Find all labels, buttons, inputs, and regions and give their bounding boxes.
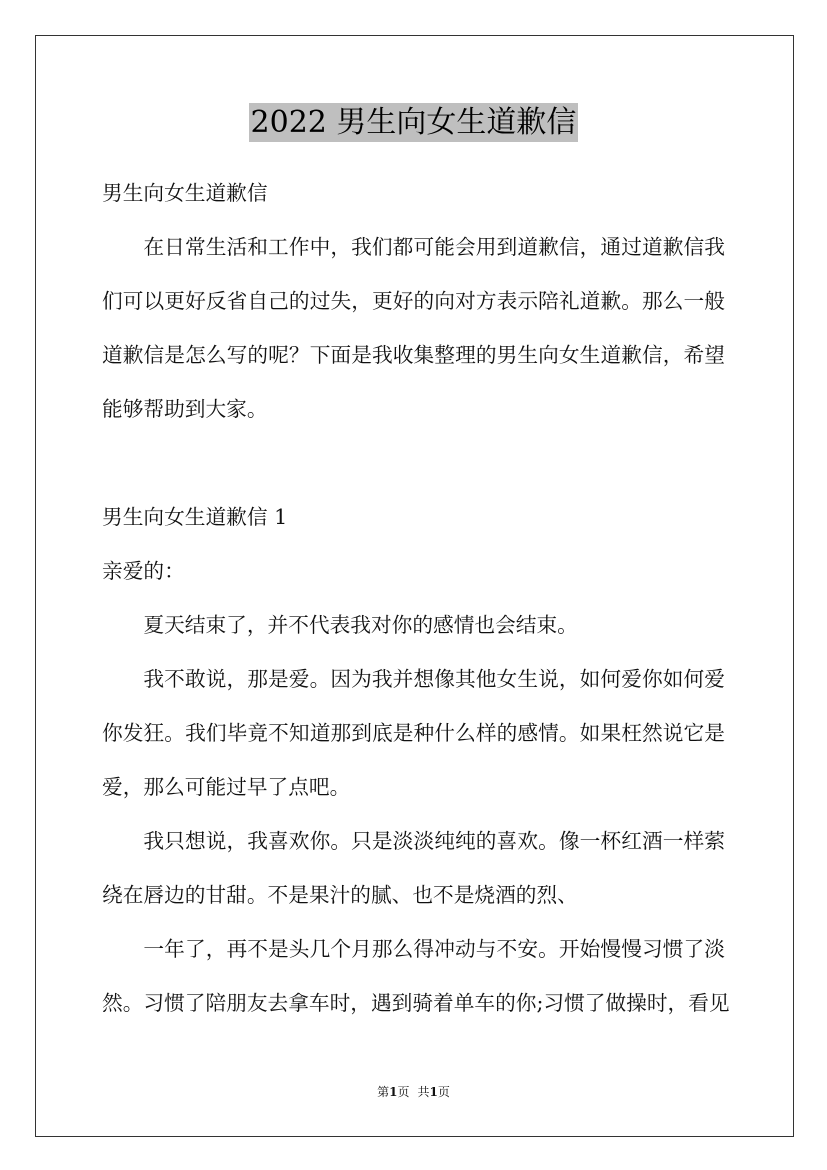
intro-line: 能够帮助到大家。 bbox=[102, 397, 268, 421]
paragraph-line: 我不敢说，那是爱。因为我并想像其他女生说，如何爱你如何爱 bbox=[143, 667, 725, 691]
section-heading: 男生向女生道歉信 1 bbox=[102, 505, 288, 529]
paragraph-line: 我只想说，我喜欢你。只是淡淡纯纯的喜欢。像一杯红酒一样萦 bbox=[143, 829, 725, 853]
salutation: 亲爱的： bbox=[102, 559, 185, 583]
total-prefix: 共 bbox=[417, 1085, 430, 1099]
total-pages-indicator bbox=[418, 1085, 450, 1099]
document-body bbox=[102, 166, 730, 1030]
paragraph-line: 一年了，再不是头几个月那么得冲动与不安。开始慢慢习惯了淡 bbox=[143, 937, 725, 961]
page-footer bbox=[0, 1083, 827, 1100]
document-subtitle: 男生向女生道歉信 bbox=[102, 181, 268, 205]
intro-line: 们可以更好反省自己的过失，更好的向对方表示陪礼道歉。那么一般 bbox=[102, 289, 725, 313]
paragraph-line: 绕在唇边的甘甜。不是果汁的腻、也不是烧酒的烈、 bbox=[102, 883, 578, 907]
title-row bbox=[0, 103, 827, 142]
intro-line: 道歉信是怎么写的呢？下面是我收集整理的男生向女生道歉信，希望 bbox=[102, 343, 725, 367]
page-suffix: 页 bbox=[397, 1085, 410, 1099]
total-pages: 1 bbox=[429, 1085, 438, 1099]
page-indicator bbox=[377, 1085, 409, 1099]
page-prefix: 第 bbox=[377, 1085, 390, 1099]
paragraph-line: 然。习惯了陪朋友去拿车时，遇到骑着单车的你;习惯了做操时，看见 bbox=[102, 991, 730, 1015]
paragraph-line: 爱，那么可能过早了点吧。 bbox=[102, 775, 351, 799]
total-suffix: 页 bbox=[437, 1085, 450, 1099]
page-number: 1 bbox=[389, 1085, 398, 1099]
paragraph-line: 你发狂。我们毕竟不知道那到底是种什么样的感情。如果枉然说它是 bbox=[102, 721, 725, 745]
paragraph-line: 夏天结束了，并不代表我对你的感情也会结束。 bbox=[143, 613, 578, 637]
blank-line bbox=[102, 436, 725, 490]
intro-line: 在日常生活和工作中，我们都可能会用到道歉信，通过道歉信我 bbox=[143, 235, 725, 259]
document-title: 2022 男生向女生道歉信 bbox=[250, 105, 577, 140]
